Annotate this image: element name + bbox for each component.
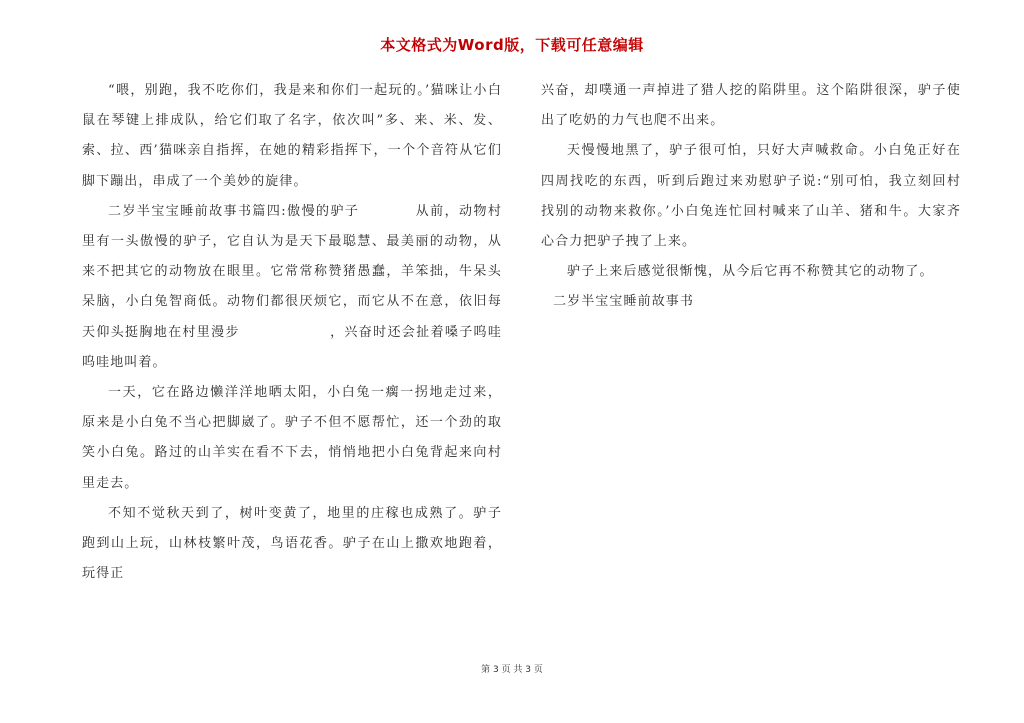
paragraph: 驴子上来后感觉很惭愧，从今后它再不称赞其它的动物了。 — [567, 264, 934, 280]
closing-title: 二岁半宝宝睡前故事书 — [553, 294, 695, 310]
download-banner: 本文格式为Word版，下载可任意编辑 — [380, 36, 644, 54]
paragraph: “喂，别跑，我不吃你们，我是来和你们一起玩的。’猫咪让小白鼠在琴键上排成队，给它们取了名字，依次叫”多、来、米、发、索、拉、西’猫咪亲自指挥，在她的精彩指挥下，一个个音符从它们脚下蹦出，串成了一个美妙的旋律。 — [82, 83, 502, 189]
paragraph-text: 从前，动物村里有一头傲慢的驴子，它自认为是天下最聪慧、最美丽的动物，从来不把其它的动物放在眼里。它常常称赞猪愚蠢，羊笨拙，牛呆头呆脑，小白兔智商低。动物们都很厌烦它，而它从不在意，依旧每天仰头挺胸地在村里漫步 — [82, 203, 502, 340]
paragraph: 兴奋，却噗通一声掉进了猎人挖的陷阱里。这个陷阱很深，驴子使出了吃奶的力气也爬不出来。 — [541, 83, 961, 129]
left-column — [82, 76, 502, 589]
page-number: 第 3 页 共 3 页 — [481, 665, 543, 675]
paragraph: 一天，它在路边懒洋洋地晒太阳，小白兔一瘸一拐地走过来，原来是小白兔不当心把脚崴了。驴子不但不愿帮忙，还一个劲的取笑小白兔。路过的山羊实在看不下去，悄悄地把小白兔背起来向村里走去。 — [82, 385, 502, 491]
paragraph — [82, 197, 502, 378]
right-column — [541, 76, 961, 318]
section-heading: 二岁半宝宝睡前故事书篇四:傲慢的驴子 — [108, 203, 360, 219]
paragraph: 天慢慢地黑了，驴子很可怕，只好大声喊救命。小白兔正好在四周找吃的东西，听到后跑过来劝慰驴子说:“别可怕，我立刻回村找别的动物来救你。’小白兔连忙回村喊来了山羊、猪和牛。大家齐心合力把驴子拽了上来。 — [541, 143, 961, 250]
paragraph-text: ，兴奋时还会扯着嗓子呜哇呜哇地叫着。 — [82, 324, 502, 370]
paragraph: 不知不觉秋天到了，树叶变黄了，地里的庄稼也成熟了。驴子跑到山上玩，山林枝繁叶茂，鸟语花香。驴子在山上撒欢地跑着，玩得正 — [82, 505, 502, 582]
